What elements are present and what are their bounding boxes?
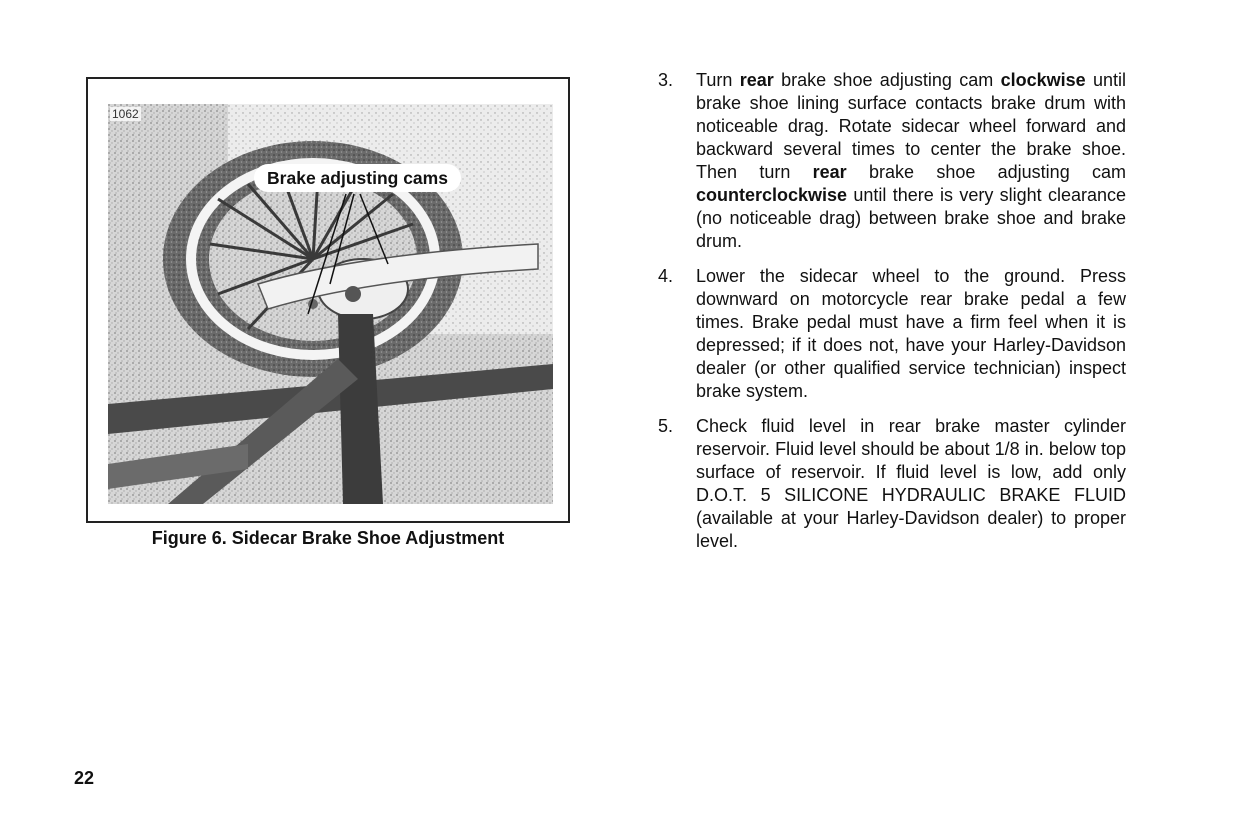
- step-text-segment: Turn: [696, 70, 740, 90]
- step-number: 3.: [658, 70, 674, 90]
- step-text-segment: brake shoe adjusting cam: [773, 70, 1001, 90]
- procedure-steps: [658, 69, 1126, 565]
- step-text-segment: until brake shoe lining surface contacts brake drum with noticeable drag. Rotate sidecar wheel forward and backward several times to center the brake shoe. Then turn: [696, 70, 1126, 182]
- figure-photo-number: 1062: [112, 107, 139, 121]
- figure-caption: Figure 6. Sidecar Brake Shoe Adjustment: [151, 528, 505, 548]
- page-number: 22: [74, 768, 95, 788]
- step-emphasis: clockwise: [1000, 70, 1086, 90]
- step-emphasis: rear: [812, 162, 847, 182]
- procedure-step: [658, 69, 1126, 253]
- procedure-step: [658, 415, 1126, 553]
- step-text: [696, 416, 1126, 551]
- step-text-segment: Lower the sidecar wheel to the ground. Press downward on motorcycle rear brake pedal a few times. Brake pedal must have a firm feel when it is depressed; if it does not, have your Harley-Davidson dealer (or other qualified service technician) inspect brake system.: [696, 266, 1126, 401]
- procedure-step: [658, 265, 1126, 403]
- step-text: [696, 70, 1126, 251]
- brake-cams-callout: Brake adjusting cams: [254, 164, 461, 192]
- step-text-segment: until there is very slight clearance (no noticeable drag) between brake shoe and brake drum.: [696, 185, 1126, 251]
- step-number: 5.: [658, 416, 674, 436]
- step-text-segment: brake shoe adjusting cam: [846, 162, 1127, 182]
- step-text-segment: Check fluid level in rear brake master cylinder reservoir. Fluid level should be about 1/8 in. below top surface of reservoir. If fluid level is low, add only D.O.T. 5 SILICONE HYDRAULIC BRAKE FLUID (available at your Harley-Davidson dealer) to proper level.: [696, 416, 1126, 551]
- step-number: 4.: [658, 266, 674, 286]
- step-emphasis: counterclockwise: [696, 185, 848, 205]
- figure-frame: [86, 77, 570, 523]
- step-text: [696, 266, 1126, 401]
- step-emphasis: rear: [739, 70, 774, 90]
